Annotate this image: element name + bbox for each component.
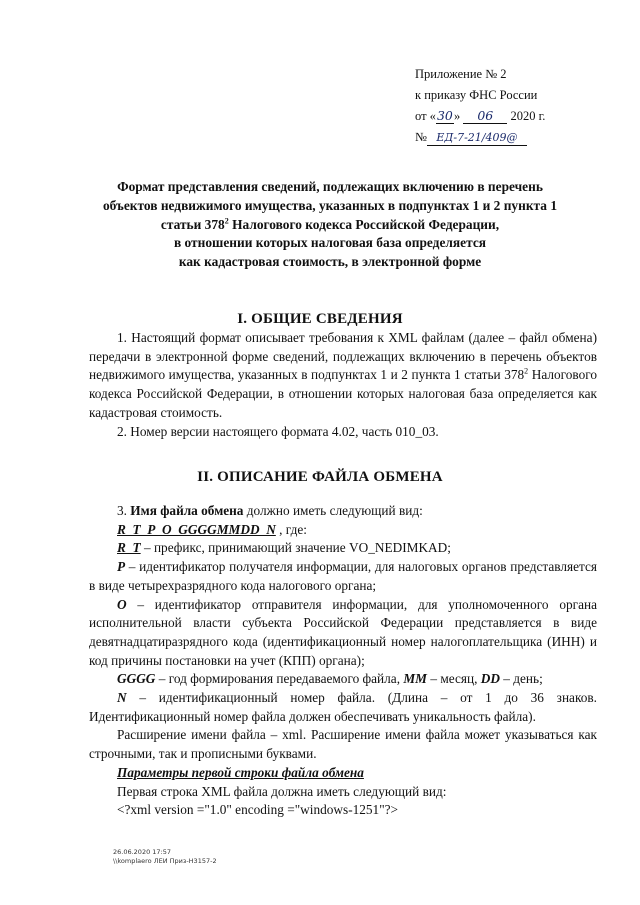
title-line: Формат представления сведений, подлежащих включению в перечень [117,179,543,194]
section-general-body [89,329,597,441]
date-quote: » [453,109,461,123]
def-p: P – идентификатор получателя информации, для налоговых органов представляется в виде четырехразрядного кода налогового органа; [89,559,597,593]
appendix-date-line [415,106,630,127]
def-o: O – идентификатор отправителя информации, для уполномоченного органа исполнительной власти субъекта Российской Федерации представляется в виде девятнадцатиразрядного кода (идентификационный номер налогоплательщика (ИНН) и код причины постановки на учет (КПП) органа); [89,596,597,668]
footer-date: 26.06.2020 17:57 [113,848,172,856]
paragraph-1: 1. Настоящий формат описывает требования к XML файлам (далее – файл обмена) передачи в электронной форме сведений, подлежащих включению в перечень объектов недвижимого имущества, указанных в подпунктах 1 и 2 пункта 1 статьи $378^2$ Налогового кодекса Российской Федерации, в отношении которых налоговая база определяется как кадастровая стоимость. [89,330,597,420]
title-line: в отношении которых налоговая база определяется [173,235,487,251]
date-year: 2020 г. [510,109,546,123]
appendix-line: Приложение № 2 [415,67,507,81]
appendix-order-line: к приказу ФНС России [415,88,538,102]
extension-paragraph: Расширение имени файла – xml. Расширение имени файла может указываться как строчными, так и прописными буквами. [89,727,597,762]
paragraph-2: 2. Номер версии настоящего формата 4.02, часть 010_03. [117,423,439,439]
appendix-number-line [415,127,630,148]
params-heading: Параметры первой строки файла обмена [117,764,364,780]
section-exchange-body [89,502,597,820]
footer-stamp [113,848,217,866]
def-gggg: GGGG – год формирования передаваемого файла, MM – месяц, DD – день; [117,671,543,687]
footer-path: \\komplaero ЛЕИ Приз-Н3157-2 [113,857,217,865]
file-name-pattern: R_T_P_O_GGGGMMDD_N , где: [117,521,307,537]
number-prefix: № [415,130,427,144]
paragraph-3: 3. Имя файла обмена должно иметь следующий вид: [117,503,423,518]
section-heading-exchange-file: II. ОПИСАНИЕ ФАЙЛА ОБМЕНА [197,469,443,485]
xml-declaration: <?xml version ="1.0" encoding ="windows-1251"?> [117,802,399,818]
section-heading-general: I. ОБЩИЕ СВЕДЕНИЯ [237,311,403,327]
date-month: 06 [463,108,507,124]
def-n: N – идентификационный номер файла. (Длина – от 1 до 36 знаков. Идентификационный номер файла должен обеспечивать уникальность файла). [89,690,597,724]
title-line: как кадастровая стоимость, в электронной форме [178,254,482,270]
first-line-paragraph: Первая строка XML файла должна иметь следующий вид: [117,783,447,799]
document-title [80,178,580,272]
title-line: объектов недвижимого имущества, указанных в подпунктах 1 и 2 пункта 1 [102,197,558,213]
date-prefix: от « [415,109,436,123]
date-day: 30 [436,108,453,123]
def-rt: R_T – префикс, принимающий значение VO_NEDIMKAD; [117,540,451,556]
order-number: ЕД-7-21/409@ [427,130,527,146]
title-line: статьи $378^2$ Налогового кодекса Российской Федерации, [160,216,500,232]
appendix-block [415,64,630,148]
